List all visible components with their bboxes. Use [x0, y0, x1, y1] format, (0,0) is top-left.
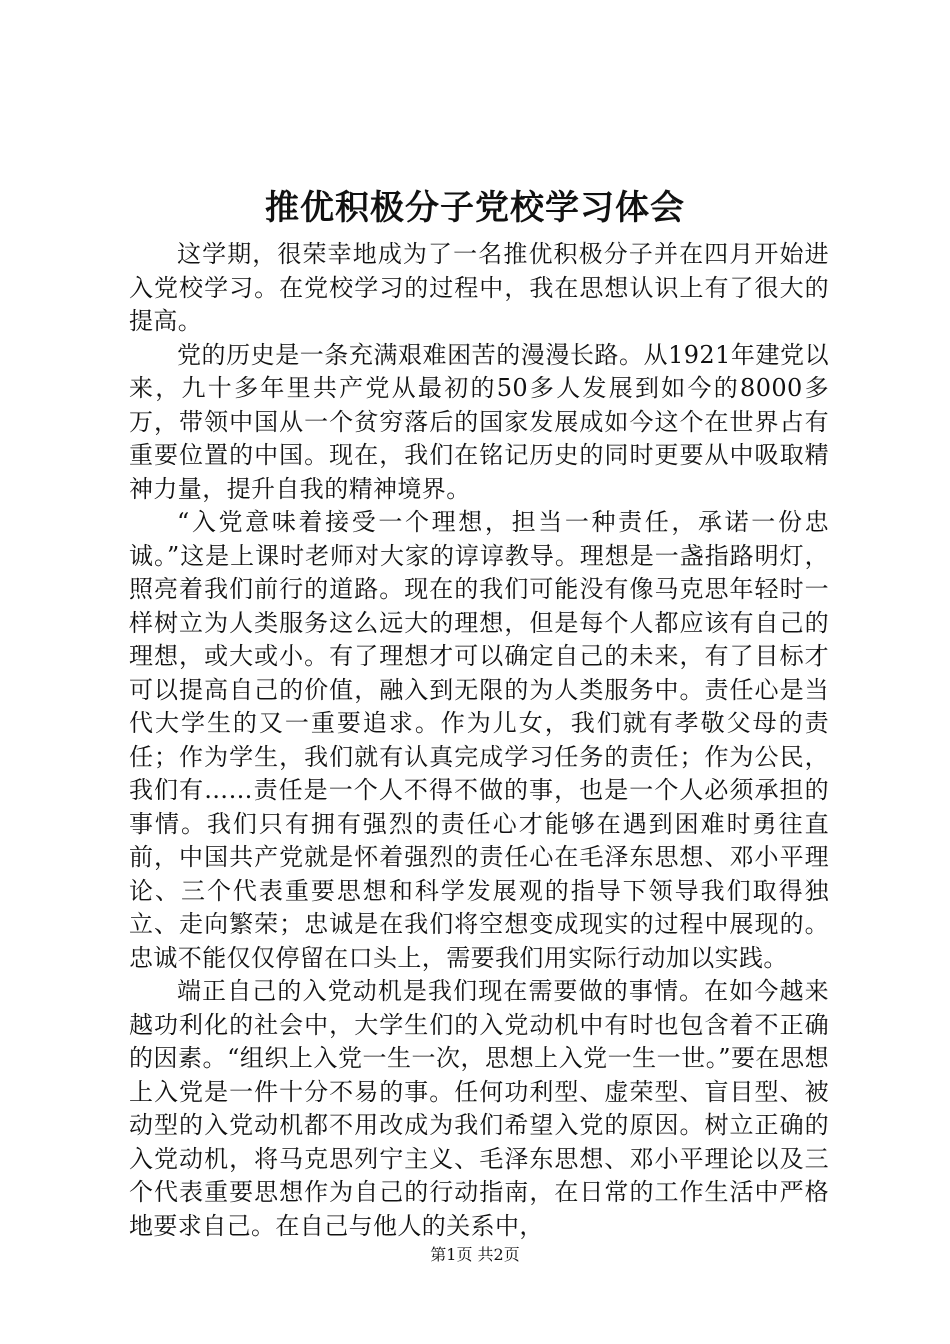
paragraph: 端正自己的入党动机是我们现在需要做的事情。在如今越来越功利化的社会中，大学生们的入党动机中有时也包含着不正确的因素。“组织上入党一生一次，思想上入党一生一世。”要在思想上入党是一件十分不易的事。任何功利型、虚荣型、盲目型、被动型的入党动机都不用改成为我们希望入党的原因。树立正确的入党动机，将马克思列宁主义、毛泽东思想、邓小平理论以及三个代表重要思想作为自己的行动指南，在日常的工作生活中严格地要求自己。在自己与他人的关系中， [129, 977, 829, 1240]
page-number: 第1页 共2页 [430, 1245, 520, 1264]
document-title: 推优积极分子党校学习体会 [265, 188, 685, 228]
paragraph: 党的历史是一条充满艰难困苦的漫漫长路。从1921年建党以来，九十多年里共产党从最初的50多人发展到如今的8000多万，带领中国从一个贫穷落后的国家发展成如今这个在世界占有重要位置的中国。现在，我们在铭记历史的同时更要从中吸取精神力量，提升自我的精神境界。 [129, 340, 829, 503]
page-footer [0, 1243, 950, 1267]
paragraph: “入党意味着接受一个理想，担当一种责任，承诺一份忠诚。”这是上课时老师对大家的谆谆教导。理想是一盏指路明灯，照亮着我们前行的道路。现在的我们可能没有像马克思年轻时一样树立为人类服务这么远大的理想，但是每个人都应该有自己的理想，或大或小。有了理想才可以确定自己的未来，有了目标才可以提高自己的价值，融入到无限的为人类服务中。责任心是当代大学生的又一重要追求。作为儿女，我们就有孝敬父母的责任；作为学生，我们就有认真完成学习任务的责任；作为公民，我们有……责任是一个人不得不做的事，也是一个人必须承担的事情。我们只有拥有强烈的责任心才能够在遇到困难时勇往直前，中国共产党就是怀着强烈的责任心在毛泽东思想、邓小平理论、三个代表重要思想和科学发展观的指导下领导我们取得独立、走向繁荣；忠诚是在我们将空想变成现实的过程中展现的。忠诚不能仅仅停留在口头上，需要我们用实际行动加以实践。 [129, 508, 829, 972]
paragraph: 这学期，很荣幸地成为了一名推优积极分子并在四月开始进入党校学习。在党校学习的过程中，我在思想认识上有了很大的提高。 [129, 240, 829, 335]
document-body [129, 238, 829, 1243]
